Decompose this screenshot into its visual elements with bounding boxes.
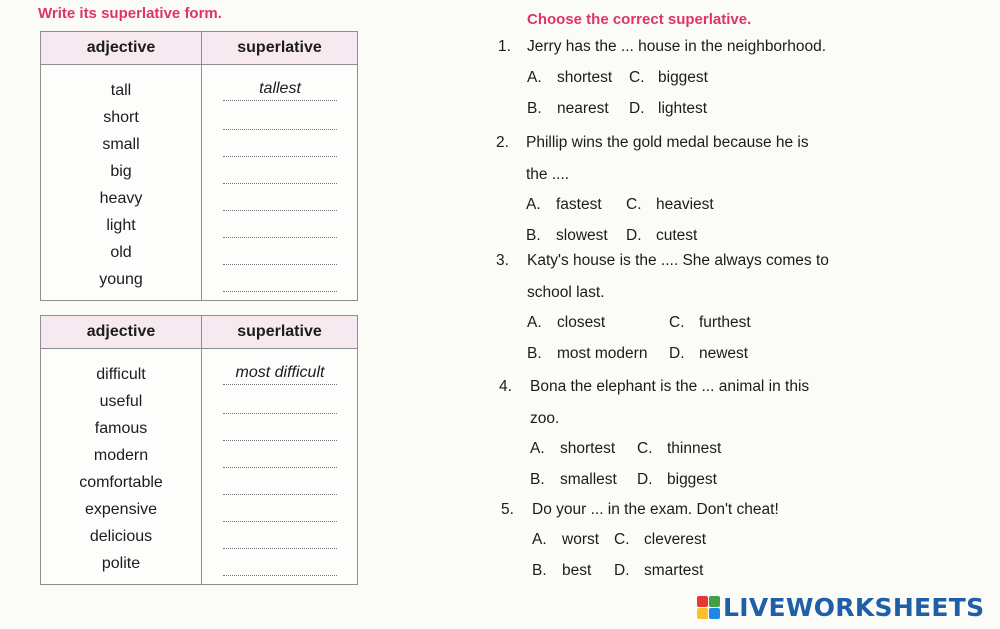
table-row (41, 471, 357, 498)
answer-blank[interactable] (223, 197, 337, 211)
option-b[interactable]: best (562, 562, 592, 579)
table-header (41, 32, 357, 65)
adjective-cell: short (103, 109, 139, 126)
option-letter: A. (527, 69, 542, 86)
answer-blank[interactable] (223, 251, 337, 265)
superlative-table-2 (40, 315, 358, 585)
option-letter: C. (629, 69, 645, 86)
right-heading: Choose the correct superlative. (527, 11, 752, 28)
answer-blank[interactable] (223, 400, 337, 414)
option-letter: B. (526, 227, 541, 244)
option-b[interactable]: smallest (560, 471, 617, 488)
example-answer: tallest (223, 81, 337, 101)
answer-blank[interactable] (223, 116, 337, 130)
answer-blank[interactable] (223, 535, 337, 549)
table-row (41, 133, 357, 160)
option-letter: C. (626, 196, 642, 213)
option-b[interactable]: most modern (557, 345, 648, 362)
adjective-cell: small (102, 136, 140, 153)
option-letter: B. (530, 471, 545, 488)
adjective-cell: polite (101, 555, 141, 572)
adjective-cell: delicious (89, 528, 153, 545)
option-b[interactable]: nearest (557, 100, 609, 117)
option-a[interactable]: worst (562, 531, 600, 548)
option-a[interactable]: shortest (557, 69, 613, 86)
question-number: 2. (496, 134, 509, 151)
adjective-cell: heavy (99, 190, 143, 207)
logo-icon (697, 596, 720, 619)
option-letter: D. (626, 227, 642, 244)
table-header (41, 316, 357, 349)
question-text: school last. (527, 284, 605, 301)
option-d[interactable]: smartest (644, 562, 704, 579)
header-adjective: adjective (41, 32, 202, 64)
adjective-cell: big (110, 163, 132, 180)
table-row (41, 268, 357, 295)
option-letter: B. (532, 562, 547, 579)
table-row (41, 498, 357, 525)
option-c[interactable]: furthest (699, 314, 751, 331)
table-row (41, 160, 357, 187)
question-text: the .... (526, 166, 570, 183)
answer-blank[interactable] (223, 562, 337, 576)
table-row (41, 363, 357, 390)
question-text: Phillip wins the gold medal because he is (526, 134, 809, 151)
question-text: Do your ... in the exam. Don't cheat! (532, 501, 779, 518)
left-heading: Write its superlative form. (38, 5, 222, 22)
option-d[interactable]: cutest (656, 227, 698, 244)
adjective-cell: expensive (84, 501, 158, 518)
option-a[interactable]: fastest (556, 196, 602, 213)
example-answer: most difficult (223, 365, 337, 385)
adjective-cell: difficult (96, 366, 146, 383)
question-number: 1. (498, 38, 511, 55)
option-letter: B. (527, 100, 542, 117)
option-a[interactable]: closest (557, 314, 606, 331)
table-row (41, 187, 357, 214)
question-number: 5. (501, 501, 514, 518)
option-c[interactable]: heaviest (656, 196, 714, 213)
adjective-cell: comfortable (79, 474, 163, 491)
option-letter: A. (532, 531, 547, 548)
header-superlative: superlative (237, 323, 322, 340)
adjective-cell: old (110, 244, 132, 261)
answer-blank[interactable] (223, 224, 337, 238)
adjective-cell: modern (93, 447, 149, 464)
logo-text: LIVEWORKSHEETS (723, 593, 985, 622)
option-letter: D. (629, 100, 645, 117)
answer-blank[interactable] (223, 481, 337, 495)
answer-blank[interactable] (223, 508, 337, 522)
question-text: Katy's house is the .... She always comes to (527, 252, 829, 269)
option-letter: D. (637, 471, 653, 488)
option-a[interactable]: shortest (560, 440, 616, 457)
option-letter: A. (527, 314, 542, 331)
answer-blank[interactable] (223, 278, 337, 292)
answer-blank[interactable] (223, 454, 337, 468)
answer-blank[interactable] (223, 427, 337, 441)
header-adjective: adjective (41, 316, 202, 348)
option-letter: C. (614, 531, 630, 548)
adjective-cell: light (106, 217, 136, 234)
table-row (41, 552, 357, 579)
option-c[interactable]: biggest (658, 69, 708, 86)
answer-blank[interactable] (223, 170, 337, 184)
question-text: zoo. (530, 410, 560, 427)
table-row (41, 525, 357, 552)
adjective-cell: young (99, 271, 143, 288)
option-b[interactable]: slowest (556, 227, 608, 244)
option-c[interactable]: thinnest (667, 440, 722, 457)
table-row (41, 214, 357, 241)
question-text: Jerry has the ... house in the neighborhood. (527, 38, 827, 55)
table-row (41, 444, 357, 471)
option-letter: A. (530, 440, 545, 457)
adjective-cell: famous (94, 420, 148, 437)
option-letter: C. (669, 314, 685, 331)
table-row (41, 390, 357, 417)
liveworksheets-logo (697, 593, 984, 622)
option-letter: C. (637, 440, 653, 457)
header-superlative: superlative (237, 39, 322, 56)
option-d[interactable]: lightest (658, 100, 708, 117)
table-row (41, 106, 357, 133)
table-row (41, 79, 357, 106)
option-c[interactable]: cleverest (644, 531, 707, 548)
adjective-cell: useful (99, 393, 143, 410)
question-number: 4. (499, 378, 512, 395)
table-row (41, 417, 357, 444)
option-d[interactable]: biggest (667, 471, 717, 488)
option-letter: D. (614, 562, 630, 579)
table-row (41, 241, 357, 268)
answer-blank[interactable] (223, 143, 337, 157)
question-text: Bona the elephant is the ... animal in this (530, 378, 810, 395)
option-d[interactable]: newest (699, 345, 749, 362)
option-letter: D. (669, 345, 685, 362)
option-letter: A. (526, 196, 541, 213)
question-number: 3. (496, 252, 509, 269)
option-letter: B. (527, 345, 542, 362)
superlative-table-1 (40, 31, 358, 301)
adjective-cell: tall (110, 82, 132, 99)
